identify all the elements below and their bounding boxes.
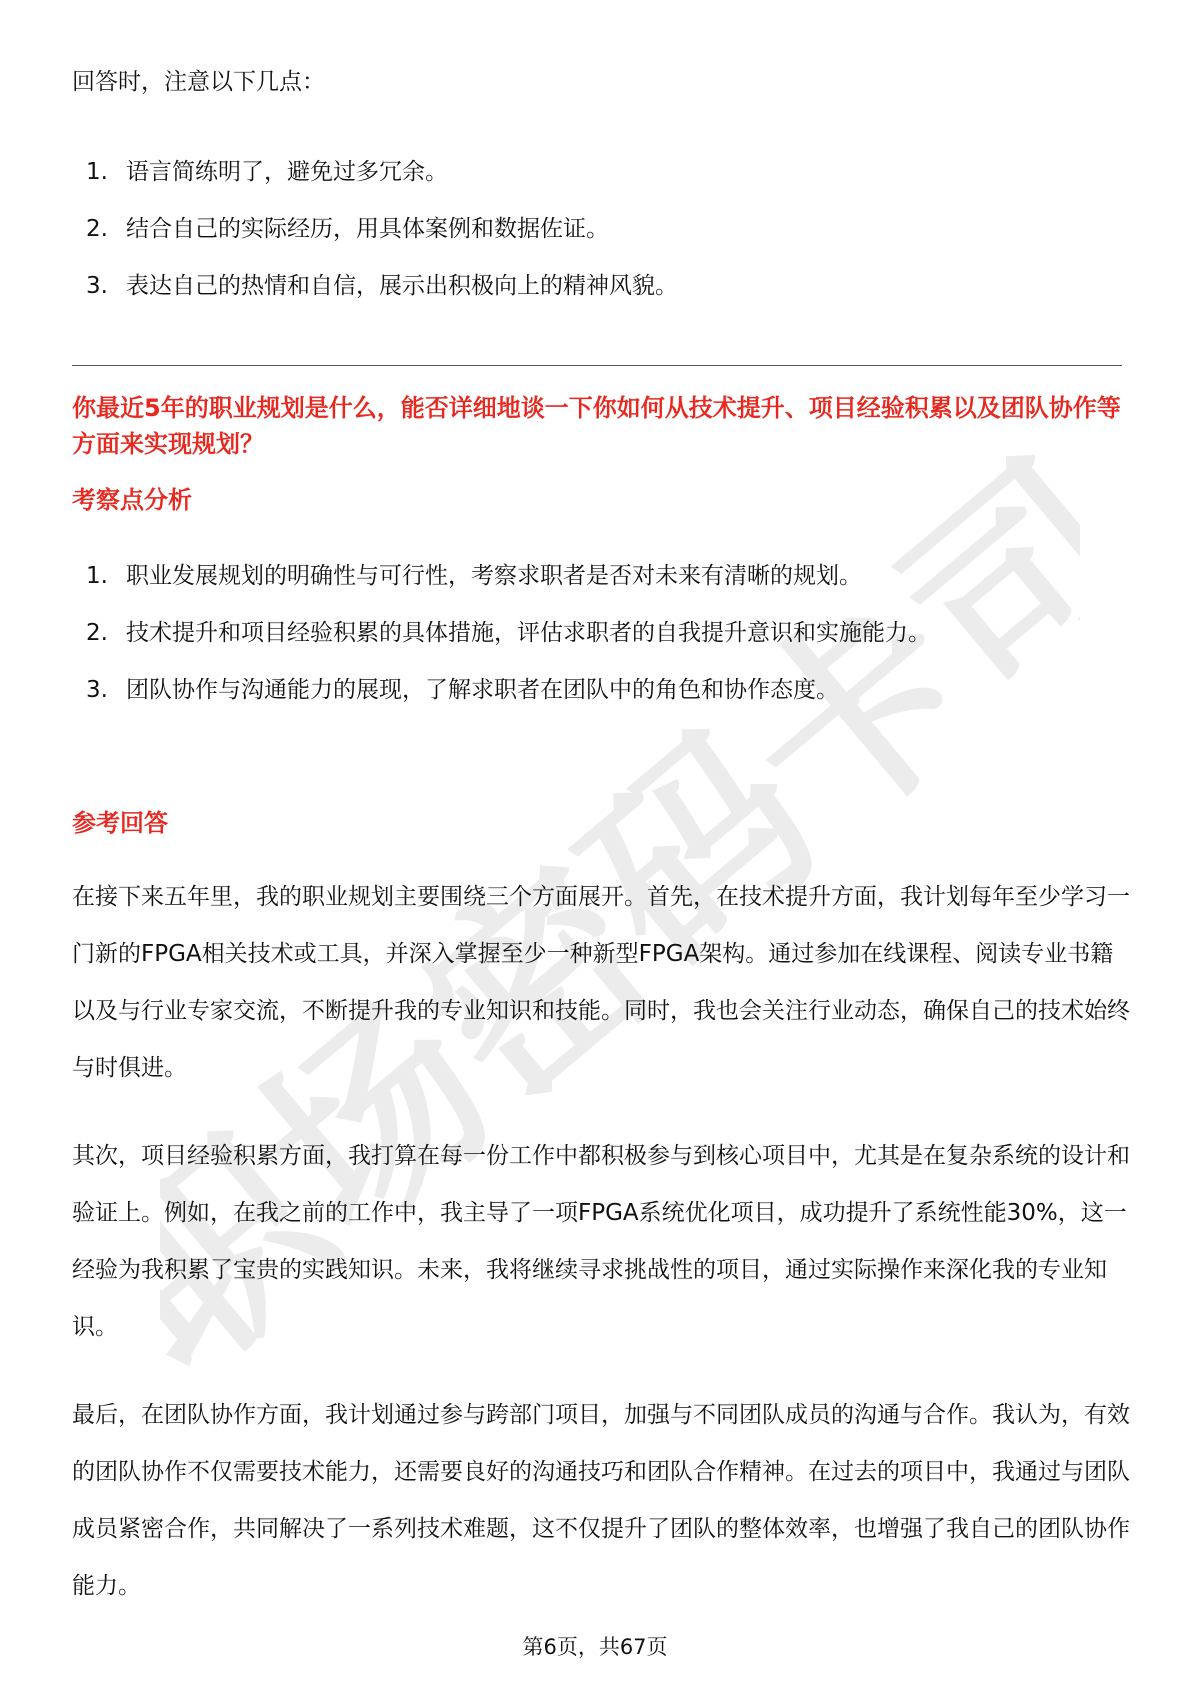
answer-paragraph: 最后，在团队协作方面，我计划通过参与跨部门项目，加强与不同团队成员的沟通与合作。我认为，有效的团队协作不仅需要技术能力，还需要良好的沟通技巧和团队合作精神。在过去的项目中，我通过与团队成员紧密合作，共同解决了一系列技术难题，这不仅提升了团队的整体效率，也增强了我自己的团队协作能力。 [72, 1402, 1130, 1599]
list-item [72, 548, 1122, 605]
list-item-number: 2. [86, 216, 108, 242]
list-item-text: 技术提升和项目经验积累的具体措施，评估求职者的自我提升意识和实施能力。 [126, 620, 931, 646]
question-heading: 你最近5年的职业规划是什么，能否详细地谈一下你如何从技术提升、项目经验积累以及团队协作等方面来实现规划？ [72, 394, 1121, 458]
list-item [72, 258, 1122, 315]
list-item [72, 144, 1122, 201]
answer-heading: 参考回答 [72, 809, 168, 837]
list-item [72, 605, 1122, 662]
answer-paragraph: 其次，项目经验积累方面，我打算在每一份工作中都积极参与到核心项目中，尤其是在复杂系统的设计和验证上。例如，在我之前的工作中，我主导了一项FPGA系统优化项目，成功提升了系统性能30%，这一经验为我积累了宝贵的实践知识。未来，我将继续寻求挑战性的项目，通过实际操作来深化我的专业知识。 [72, 1143, 1130, 1340]
list-item [72, 662, 1122, 719]
list-item [72, 201, 1122, 258]
list-item-text: 团队协作与沟通能力的展现，了解求职者在团队中的角色和协作态度。 [126, 677, 839, 703]
list-item-number: 1. [86, 563, 108, 589]
list-item-text: 语言简练明了，避免过多冗余。 [126, 159, 448, 185]
list-item-text: 职业发展规划的明确性与可行性，考察求职者是否对未来有清晰的规划。 [126, 563, 862, 589]
list-item-text: 表达自己的热情和自信，展示出积极向上的精神风貌。 [126, 273, 678, 299]
page-number: 第6页，共67页 [522, 1635, 668, 1659]
section-divider [72, 365, 1122, 366]
watermark-text: 职场密码卡司 [160, 430, 1080, 1410]
list-item-number: 3. [86, 677, 108, 703]
tips-list [72, 144, 1122, 315]
list-item-text: 结合自己的实际经历，用具体案例和数据佐证。 [126, 216, 609, 242]
list-item-number: 1. [86, 159, 108, 185]
list-item-number: 3. [86, 273, 108, 299]
answer-paragraph: 在接下来五年里，我的职业规划主要围绕三个方面展开。首先，在技术提升方面，我计划每年至少学习一门新的FPGA相关技术或工具，并深入掌握至少一种新型FPGA架构。通过参加在线课程、阅读专业书籍以及与行业专家交流，不断提升我的专业知识和技能。同时，我也会关注行业动态，确保自己的技术始终与时俱进。 [72, 884, 1130, 1081]
list-item-number: 2. [86, 620, 108, 646]
intro-text: 回答时，注意以下几点： [72, 69, 325, 95]
analysis-list [72, 548, 1122, 719]
analysis-heading: 考察点分析 [72, 486, 192, 514]
